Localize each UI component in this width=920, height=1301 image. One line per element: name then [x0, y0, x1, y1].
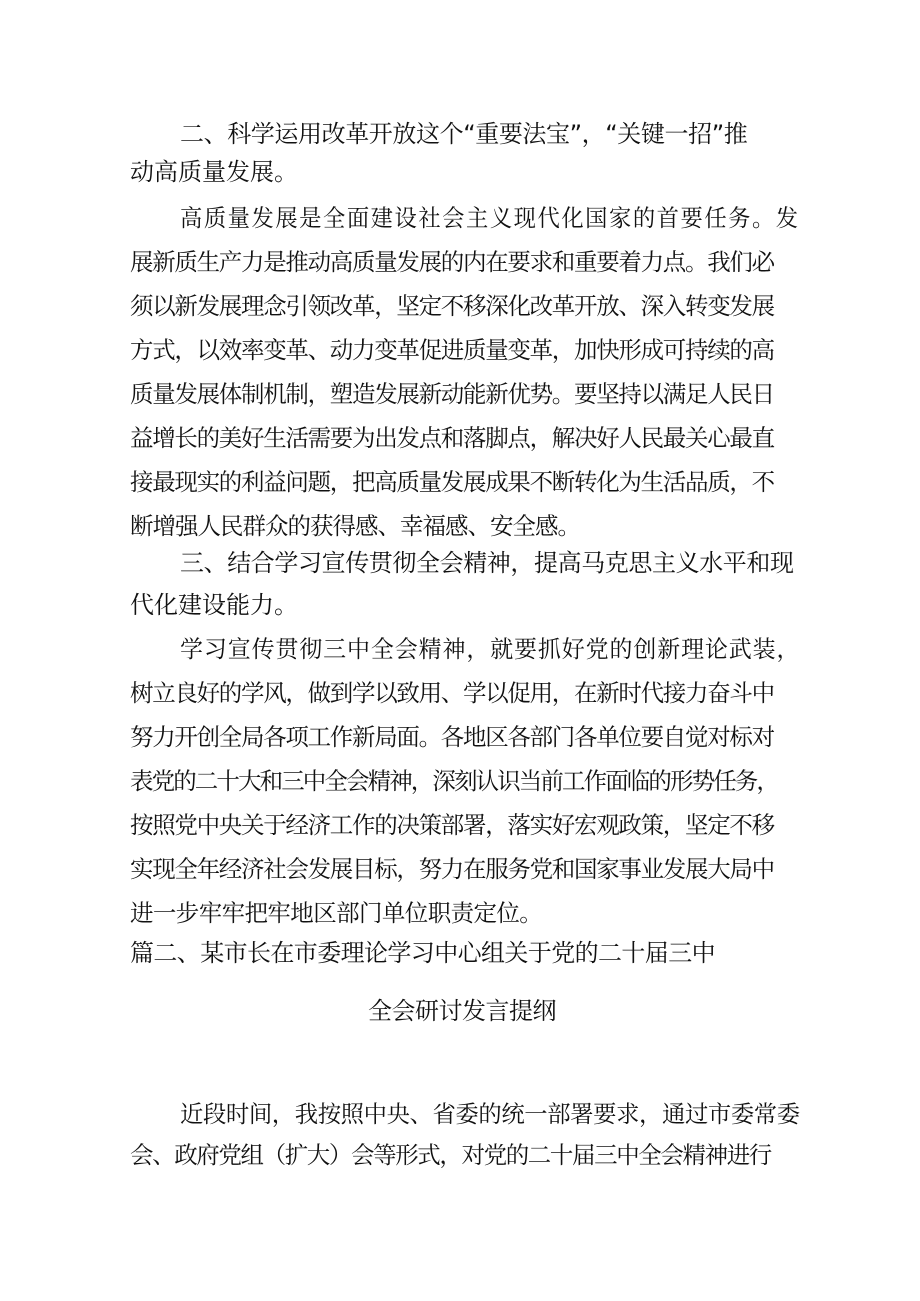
section-heading: 动高质量发展。 — [130, 158, 298, 186]
body-line: 树立良好的学风，做到学以致用、学以促用，在新时代接力奋斗中 — [130, 679, 774, 707]
section-heading: 代化建设能力。 — [130, 591, 298, 619]
body-line: 质量发展体制机制，塑造发展新动能新优势。要坚持以满足人民日 — [130, 380, 774, 408]
article-title: 篇二、某市长在市委理论学习中心组关于党的二十届三中 — [130, 939, 715, 967]
section-heading: 三、结合学习宣传贯彻全会精神，提高马克思主义水平和现 — [180, 549, 794, 577]
body-line: 表党的二十大和三中全会精神，深刻认识当前工作面临的形势任务， — [130, 767, 778, 795]
body-line: 努力开创全局各项工作新局面。各地区各部门各单位要自觉对标对 — [130, 723, 774, 751]
body-line: 会、政府党组（扩大）会等形式，对党的二十届三中全会精神进行 — [130, 1141, 771, 1169]
body-line: 近段时间，我按照中央、省委的统一部署要求，通过市委常委 — [180, 1100, 800, 1128]
body-line: 须以新发展理念引领改革，坚定不移深化改革开放、深入转变发展 — [130, 292, 774, 320]
body-line: 按照党中央关于经济工作的决策部署，落实好宏观政策，坚定不移 — [130, 811, 774, 839]
body-line: 益增长的美好生活需要为出发点和落脚点，解决好人民最关心最直 — [130, 424, 774, 452]
article-title: 全会研讨发言提纲 — [368, 997, 556, 1025]
body-line: 断增强人民群众的获得感、幸福感、安全感。 — [130, 512, 580, 540]
body-line: 展新质生产力是推动高质量发展的内在要求和重要着力点。我们必 — [130, 248, 774, 276]
body-line: 实现全年经济社会发展目标，努力在服务党和国家事业发展大局中 — [130, 855, 774, 883]
body-line: 高质量发展是全面建设社会主义现代化国家的首要任务。发 — [180, 204, 800, 232]
section-heading: 二、科学运用改革开放这个“重要法宝”，“关键一招”推 — [180, 120, 748, 148]
body-line: 方式，以效率变革、动力变革促进质量变革，加快形成可持续的高 — [130, 336, 774, 364]
body-line: 接最现实的利益问题，把高质量发展成果不断转化为生活品质，不 — [130, 468, 774, 496]
body-line: 学习宣传贯彻三中全会精神，就要抓好党的创新理论武装， — [180, 635, 801, 663]
body-line: 进一步牢牢把牢地区部门单位职责定位。 — [130, 899, 543, 927]
